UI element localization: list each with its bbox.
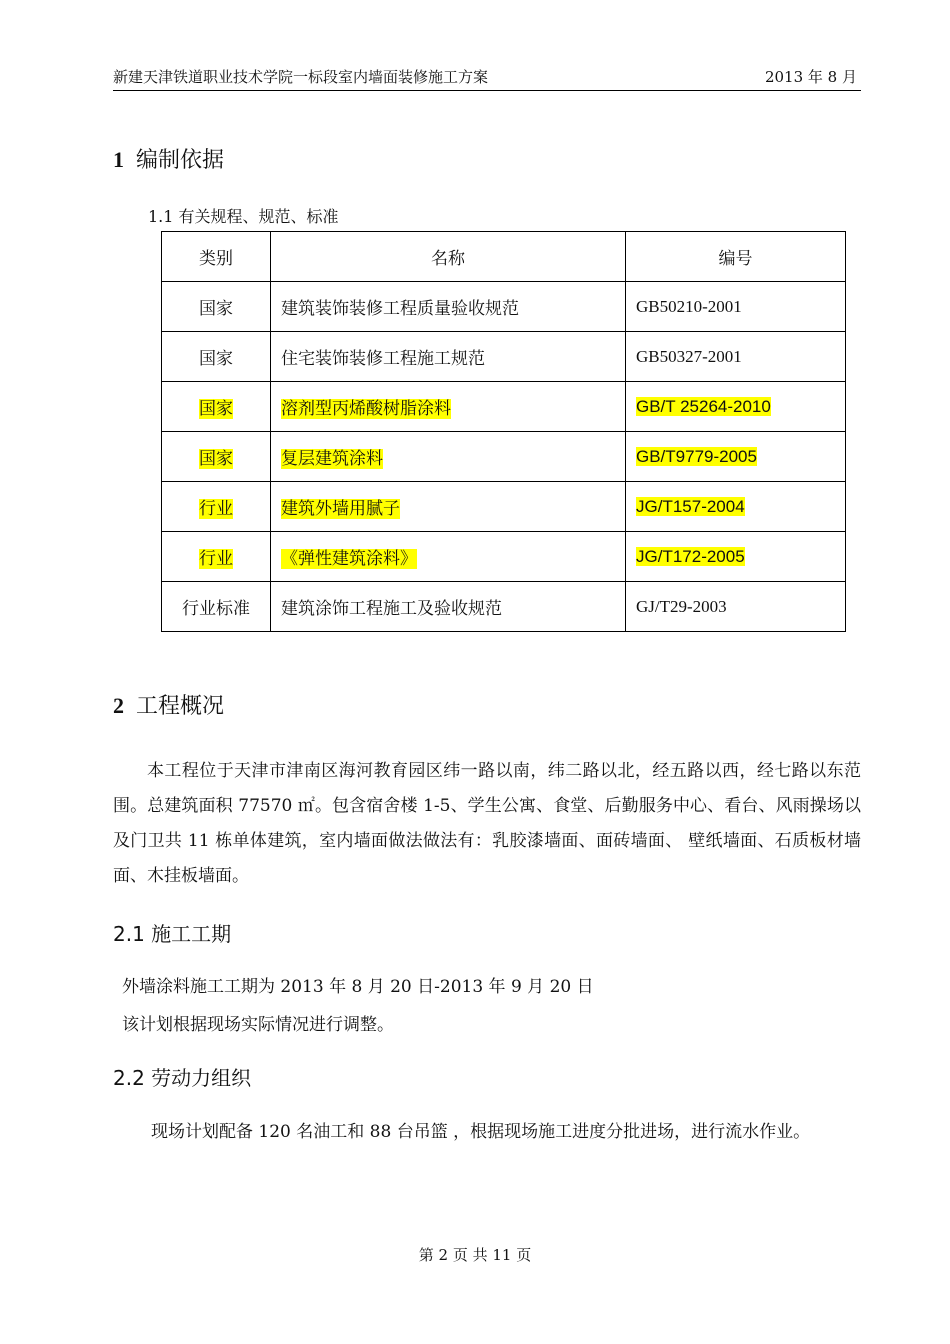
cell-code <box>626 482 846 532</box>
cell-category-text: 行业 <box>199 499 233 519</box>
cell-category <box>162 382 271 432</box>
cell-category <box>162 332 271 382</box>
cell-name-text: 溶剂型丙烯酸树脂涂料 <box>281 399 451 419</box>
section-2-heading <box>113 692 224 721</box>
schedule-line-1: 外墙涂料施工工期为 2013 年 8 月 20 日-2013 年 9 月 20 日 <box>122 977 594 997</box>
cell-code <box>626 282 846 332</box>
cell-name <box>271 482 626 532</box>
cell-category <box>162 432 271 482</box>
cell-code-text: JG/T157-2004 <box>636 496 745 516</box>
cell-category <box>162 482 271 532</box>
cell-code-text: JG/T172-2005 <box>636 546 745 566</box>
cell-category-text: 国家 <box>199 349 233 369</box>
cell-code <box>626 432 846 482</box>
subsection-1-1-title: 1.1 有关规程、规范、标准 <box>148 207 339 226</box>
cell-category <box>162 282 271 332</box>
section-1-title: 编制依据 <box>136 148 225 173</box>
table-row <box>162 582 846 632</box>
cell-category-text: 国家 <box>199 299 233 319</box>
section-2-1-title: 2.1 施工工期 <box>113 922 232 946</box>
header-code: 编号 <box>626 232 846 282</box>
cell-name-text: 建筑涂饰工程施工及验收规范 <box>281 599 502 619</box>
page-header <box>113 64 861 91</box>
cell-name <box>271 382 626 432</box>
cell-name <box>271 532 626 582</box>
cell-code <box>626 332 846 382</box>
table-header-row <box>162 232 846 282</box>
cell-category-text: 行业 <box>199 549 233 569</box>
cell-code-text: GB/T 25264-2010 <box>636 396 771 416</box>
table-row <box>162 282 846 332</box>
cell-code-text: GB/T9779-2005 <box>636 446 757 466</box>
cell-code-text: GB50210-2001 <box>636 296 742 316</box>
table-row <box>162 332 846 382</box>
cell-name <box>271 582 626 632</box>
header-category: 类别 <box>162 232 271 282</box>
cell-category-text: 行业标准 <box>182 599 250 619</box>
schedule-line-2: 该计划根据现场实际情况进行调整。 <box>122 1015 394 1035</box>
cell-name-text: 《弹性建筑涂料》 <box>281 549 417 569</box>
cell-category <box>162 532 271 582</box>
cell-name-text: 住宅装饰装修工程施工规范 <box>281 349 485 369</box>
table-row <box>162 482 846 532</box>
cell-code <box>626 582 846 632</box>
overview-paragraph: 本工程位于天津市津南区海河教育园区纬一路以南，纬二路以北，经五路以西，经七路以东范围。总建筑面积 77570 ㎡。包含宿舍楼 1-5、学生公寓、食堂、后勤服务中心、看台、风雨操场以及门卫共 11 栋单体建筑，室内墙面做法做法有：乳胶漆墙面、面砖墙面、 壁纸墙面、石质板材墙面、木挂板墙面。 <box>113 761 861 886</box>
standards-table <box>161 231 846 632</box>
cell-category-text: 国家 <box>199 449 233 469</box>
section-1-number: 1 <box>113 147 124 172</box>
cell-name <box>271 432 626 482</box>
table-row <box>162 382 846 432</box>
section-2-2-title: 2.2 劳动力组织 <box>113 1066 252 1090</box>
cell-category <box>162 582 271 632</box>
header-title: 新建天津铁道职业技术学院一标段室内墙面装修施工方案 <box>113 68 489 86</box>
cell-name-text: 建筑外墙用腻子 <box>281 499 400 519</box>
cell-name <box>271 332 626 382</box>
table-row <box>162 432 846 482</box>
cell-code <box>626 532 846 582</box>
cell-code-text: GB50327-2001 <box>636 346 742 366</box>
section-2-title: 工程概况 <box>136 694 225 719</box>
labor-paragraph: 现场计划配备 120 名油工和 88 台吊篮 ，根据现场施工进度分批进场，进行流水作业。 <box>151 1122 811 1142</box>
page-footer: 第 2 页 共 11 页 <box>418 1246 532 1264</box>
header-name: 名称 <box>271 232 626 282</box>
cell-name <box>271 282 626 332</box>
header-date: 2013 年 8 月 <box>764 68 857 86</box>
cell-code <box>626 382 846 432</box>
table-row <box>162 532 846 582</box>
section-1-heading <box>113 146 224 175</box>
cell-name-text: 复层建筑涂料 <box>281 449 383 469</box>
cell-name-text: 建筑装饰装修工程质量验收规范 <box>281 299 519 319</box>
cell-category-text: 国家 <box>199 399 233 419</box>
cell-code-text: GJ/T29-2003 <box>636 596 727 616</box>
section-2-number: 2 <box>113 693 124 718</box>
